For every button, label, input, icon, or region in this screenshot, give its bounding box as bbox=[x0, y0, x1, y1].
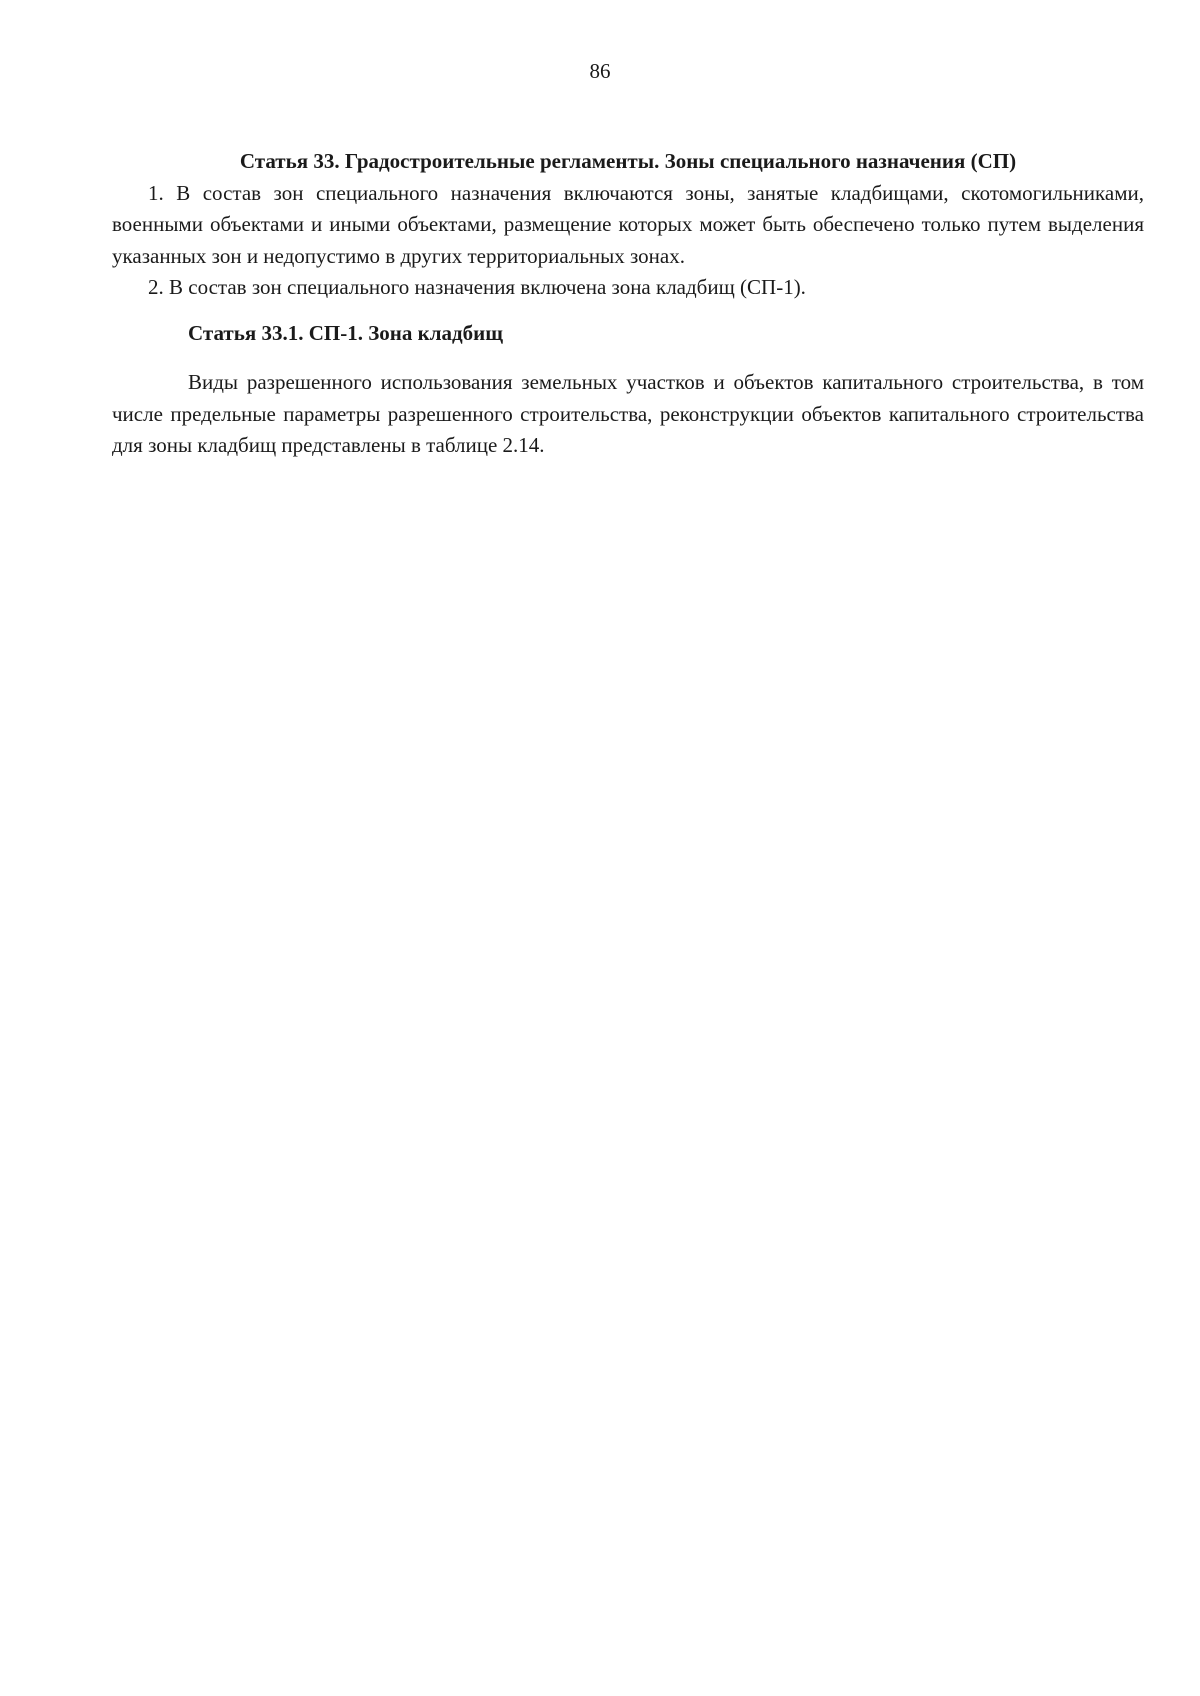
subarticle-title: Статья 33.1. СП-1. Зона кладбищ bbox=[188, 320, 503, 345]
subarticle-paragraph: Виды разрешенного использования земельных участков и объектов капитального строительства, в том числе предельные параметры разрешенного строительства, реконструкции объектов капитального строительства для зоны кладбищ представлены в таблице 2.14. bbox=[112, 370, 1144, 457]
article-title: Статья 33. Градостроительные регламенты. Зоны специального назначения (СП) bbox=[239, 149, 1017, 173]
document-body bbox=[112, 146, 1144, 462]
article-paragraph-1: 1. В состав зон специального назначения включаются зоны, занятые кладбищами, скотомогильниками, военными объектами и иными объектами, размещение которых может быть обеспечено только путем выделения указанных зон и недопустимо в других территориальных зонах. bbox=[112, 180, 1144, 268]
page-number: 86 bbox=[589, 59, 611, 83]
article-paragraph-2: 2. В состав зон специального назначения включена зона кладбищ (СП-1). bbox=[148, 275, 806, 299]
